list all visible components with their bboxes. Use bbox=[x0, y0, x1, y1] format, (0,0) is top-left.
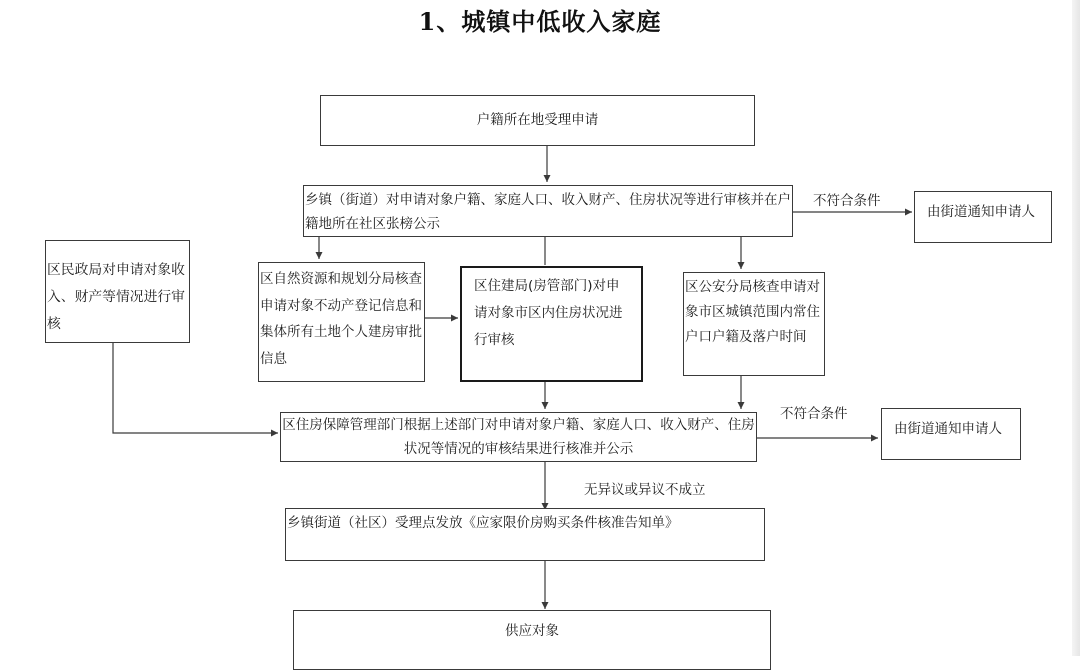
street-review-node bbox=[303, 185, 793, 237]
page-edge-shadow bbox=[1072, 0, 1080, 656]
notify-applicant-node-2 bbox=[881, 408, 1021, 460]
public-security-node bbox=[683, 272, 825, 376]
notify-applicant-text-2: 由街道通知申请人 bbox=[894, 421, 1002, 437]
housing-bureau-text: 区住建局(房管部门)对申请对象市区内住房状况进行审核 bbox=[474, 278, 623, 348]
supply-target-text: 供应对象 bbox=[505, 623, 559, 639]
natural-resources-text: 区自然资源和规划分局核查申请对象不动产登记信息和集体所有土地个人建房审批信息 bbox=[260, 271, 422, 367]
apply-node bbox=[320, 95, 755, 146]
notify-applicant-text-1: 由街道通知申请人 bbox=[927, 204, 1035, 220]
notify-applicant-node-1 bbox=[914, 191, 1052, 243]
civil-affairs-node bbox=[45, 240, 190, 343]
diagram-title: 1、城镇中低收入家庭 bbox=[418, 7, 662, 36]
supply-target-node bbox=[293, 610, 771, 670]
no-objection-label: 无异议或异议不成立 bbox=[584, 482, 706, 498]
issue-notice-node bbox=[285, 508, 765, 561]
issue-notice-text: 乡镇街道（社区）受理点发放《应家限价房购买条件核准告知单》 bbox=[287, 515, 679, 531]
housing-security-text: 区住房保障管理部门根据上述部门对申请对象户籍、家庭人口、收入财产、住房状况等情况的审核结果进行核准并公示 bbox=[282, 417, 755, 457]
not-qualified-label-2: 不符合条件 bbox=[780, 406, 848, 422]
housing-security-node bbox=[280, 412, 757, 462]
natural-resources-node bbox=[258, 262, 425, 382]
public-security-text: 区公安分局核查申请对象市区城镇范围内常住户口户籍及落户时间 bbox=[685, 279, 820, 345]
street-review-text: 乡镇（街道）对申请对象户籍、家庭人口、收入财产、住房状况等进行审核并在户籍地所在社区张榜公示 bbox=[305, 192, 791, 232]
civil-affairs-text: 区民政局对申请对象收入、财产等情况进行审核 bbox=[47, 262, 185, 332]
housing-bureau-node bbox=[460, 266, 643, 382]
not-qualified-label-1: 不符合条件 bbox=[813, 193, 881, 209]
apply-text: 户籍所在地受理申请 bbox=[476, 112, 599, 128]
